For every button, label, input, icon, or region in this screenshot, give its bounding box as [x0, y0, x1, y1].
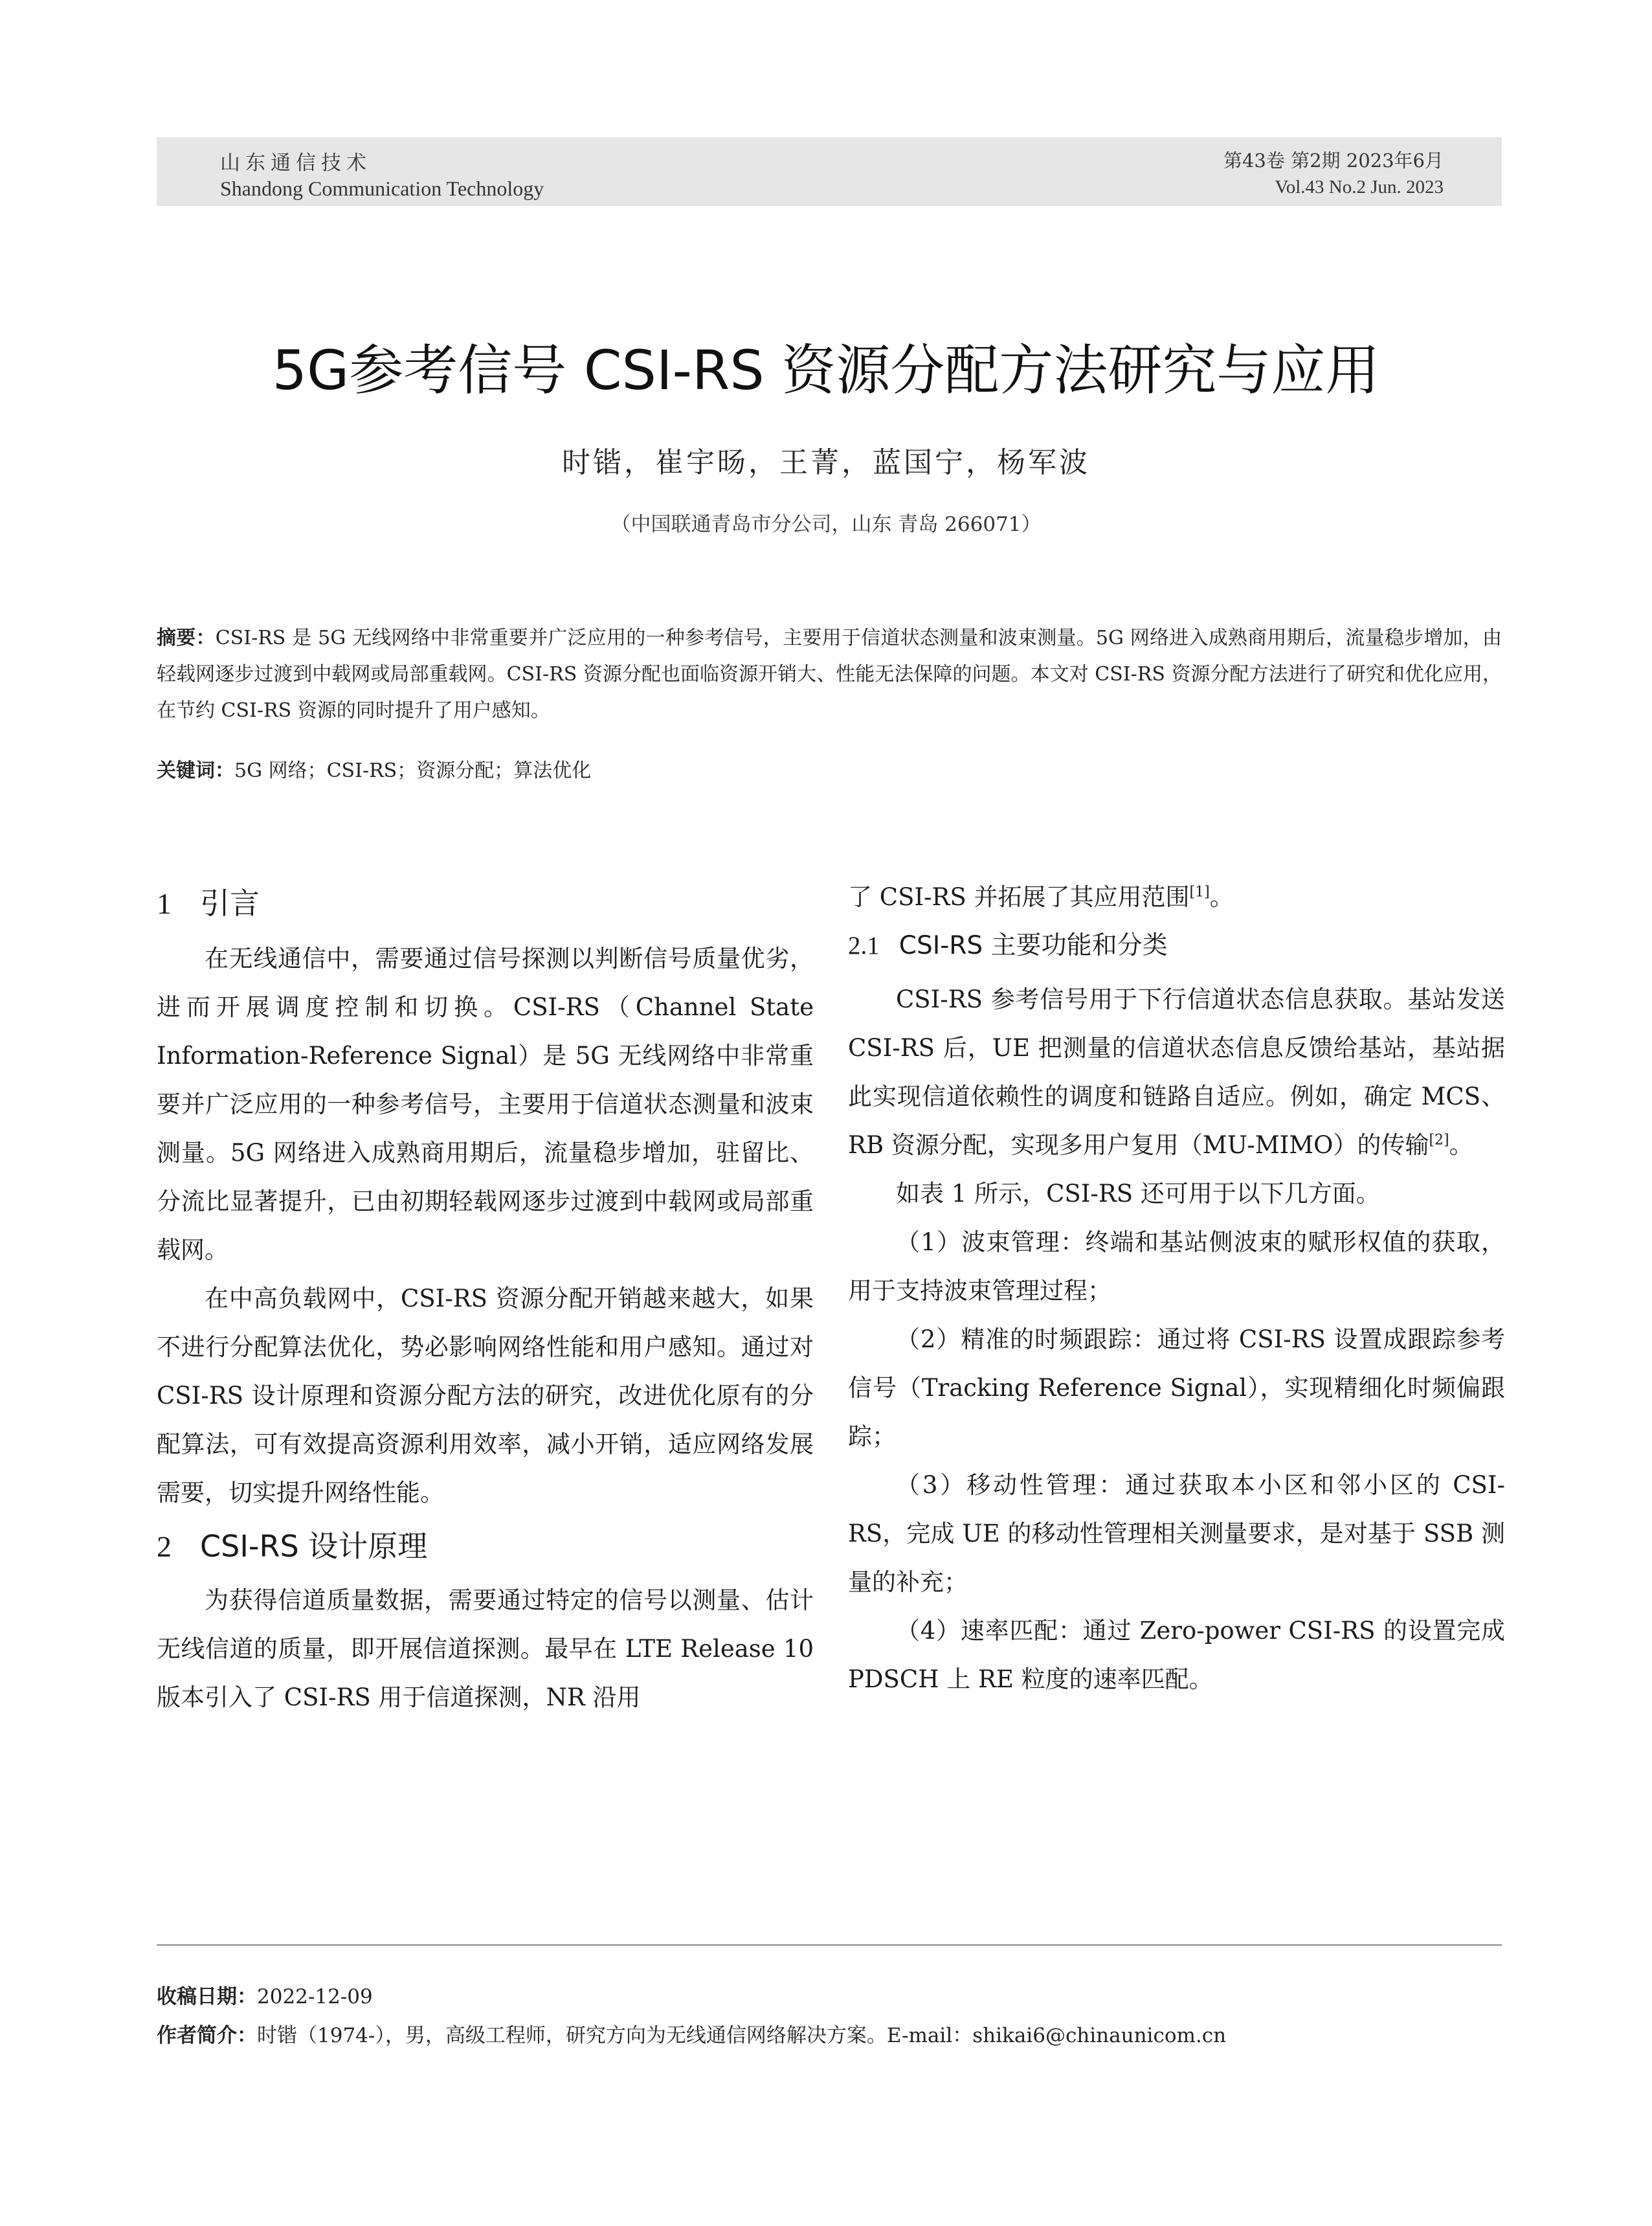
section-heading-2: [157, 1522, 814, 1571]
paragraph-end: 。: [1449, 1131, 1473, 1159]
subsection-number: 2.1: [848, 932, 880, 960]
paragraph: 在中高负载网中，CSI-RS 资源分配开销越来越大，如果不进行分配算法优化，势必影响网络性能和用户感知。通过对 CSI-RS 设计原理和资源分配方法的研究，改进优化原有的分配算法，可有效提高资源利用效率，减小开销，适应网络发展需要，切实提升网络性能。: [157, 1285, 814, 1507]
abstract-text: CSI-RS 是 5G 无线网络中非常重要并广泛应用的一种参考信号，主要用于信道状态测量和波束测量。5G 网络进入成熟商用期后，流量稳步增加，由轻载网逐步过渡到中载网或局部重载网。CSI-RS 资源分配也面临资源开销大、性能无法保障的问题。本文对 CSI-RS 资源分配方法进行了研究和优化应用，在节约 CSI-RS 资源的同时提升了用户感知。: [157, 627, 1502, 722]
citation: [1]: [1189, 884, 1210, 901]
citation: [2]: [1429, 1132, 1449, 1149]
footer-divider: [157, 1944, 1502, 1946]
paragraph-end: 。: [1209, 883, 1234, 911]
section-number: 2: [157, 1530, 172, 1563]
author-bio-text: 时锴（1974-），男，高级工程师，研究方向为无线通信网络解决方案。E-mail：shikai6@chinaunicom.cn: [257, 2024, 1227, 2047]
keywords: [157, 753, 1502, 789]
list-item: （3）移动性管理：通过获取本小区和邻小区的 CSI-RS，完成 UE 的移动性管理相关测量要求，是对基于 SSB 测量的补充；: [848, 1471, 1505, 1596]
received-label: 收稿日期：: [157, 1985, 257, 2008]
list-item: （2）精准的时频跟踪：通过将 CSI-RS 设置成跟踪参考信号（Tracking Reference Signal），实现精细化时频偏跟踪；: [848, 1325, 1505, 1450]
paragraph-text: CSI-RS 参考信号用于下行信道状态信息获取。基站发送 CSI-RS 后，UE 把测量的信道状态信息反馈给基站，基站据此实现信道依赖性的调度和链路自适应。例如，确定 MCS、RB 资源分配，实现多用户复用（MU-MIMO）的传输: [848, 985, 1505, 1159]
paragraph: [848, 975, 1505, 1169]
affiliation: （中国联通青岛市分公司，山东 青岛 266071）: [610, 513, 1042, 536]
author-bio: [157, 2019, 1226, 2048]
issue-info-cn: 第43卷 第2期 2023年6月: [1223, 150, 1444, 172]
section-title: CSI-RS 设计原理: [200, 1529, 428, 1564]
journal-name-en: Shandong Communication Technology: [220, 177, 544, 200]
paper-title: 5G参考信号 CSI-RS 资源分配方法研究与应用: [272, 339, 1380, 402]
subsection-heading: [848, 921, 1505, 970]
received-value: 2022-12-09: [257, 1985, 373, 2008]
paragraph-continued: [848, 873, 1505, 921]
section-number: 1: [157, 887, 172, 920]
author-list: 时锴，崔宇旸，王菁，蓝国宁，杨军波: [562, 446, 1090, 479]
keywords-text: 5G 网络；CSI-RS；资源分配；算法优化: [234, 759, 592, 782]
journal-name-cn: 山东通信技术: [220, 152, 372, 175]
issue-info-en: Vol.43 No.2 Jun. 2023: [1275, 177, 1444, 197]
section-title: 引言: [200, 886, 260, 921]
abstract: [157, 620, 1502, 729]
subsection-title: CSI-RS 主要功能和分类: [899, 931, 1168, 960]
paragraph-text: 了 CSI-RS 并拓展了其应用范围: [848, 883, 1190, 911]
paragraph: 在无线通信中，需要通过信号探测以判断信号质量优劣，进而开展调度控制和切换。CSI-RS（Channel State Information-Reference Signal）是 5G 无线网络中非常重要并广泛应用的一种参考信号，主要用于信道状态测量和波束测量。5G 网络进入成熟商用期后，流量稳步增加，驻留比、分流比显著提升，已由初期轻载网逐步过渡到中载网或局部重载网。: [157, 945, 814, 1264]
abstract-label: 摘要：: [157, 627, 216, 649]
body-column-right: [848, 873, 1505, 1703]
author-bio-label: 作者简介：: [157, 2024, 257, 2047]
body-column-left: [157, 879, 814, 1722]
paragraph: 如表 1 所示，CSI-RS 还可用于以下几方面。: [896, 1180, 1380, 1208]
paragraph: 为获得信道质量数据，需要通过特定的信号以测量、估计无线信道的质量，即开展信道探测。最早在 LTE Release 10 版本引入了 CSI-RS 用于信道探测，NR 沿用: [157, 1586, 814, 1711]
section-heading-1: [157, 879, 814, 928]
list-item: （1）波束管理：终端和基站侧波束的赋形权值的获取，用于支持波束管理过程；: [848, 1228, 1505, 1305]
received-date: [157, 1980, 373, 2009]
list-item: （4）速率匹配：通过 Zero-power CSI-RS 的设置完成 PDSCH 上 RE 粒度的速率匹配。: [848, 1617, 1505, 1693]
keywords-label: 关键词：: [157, 759, 234, 782]
